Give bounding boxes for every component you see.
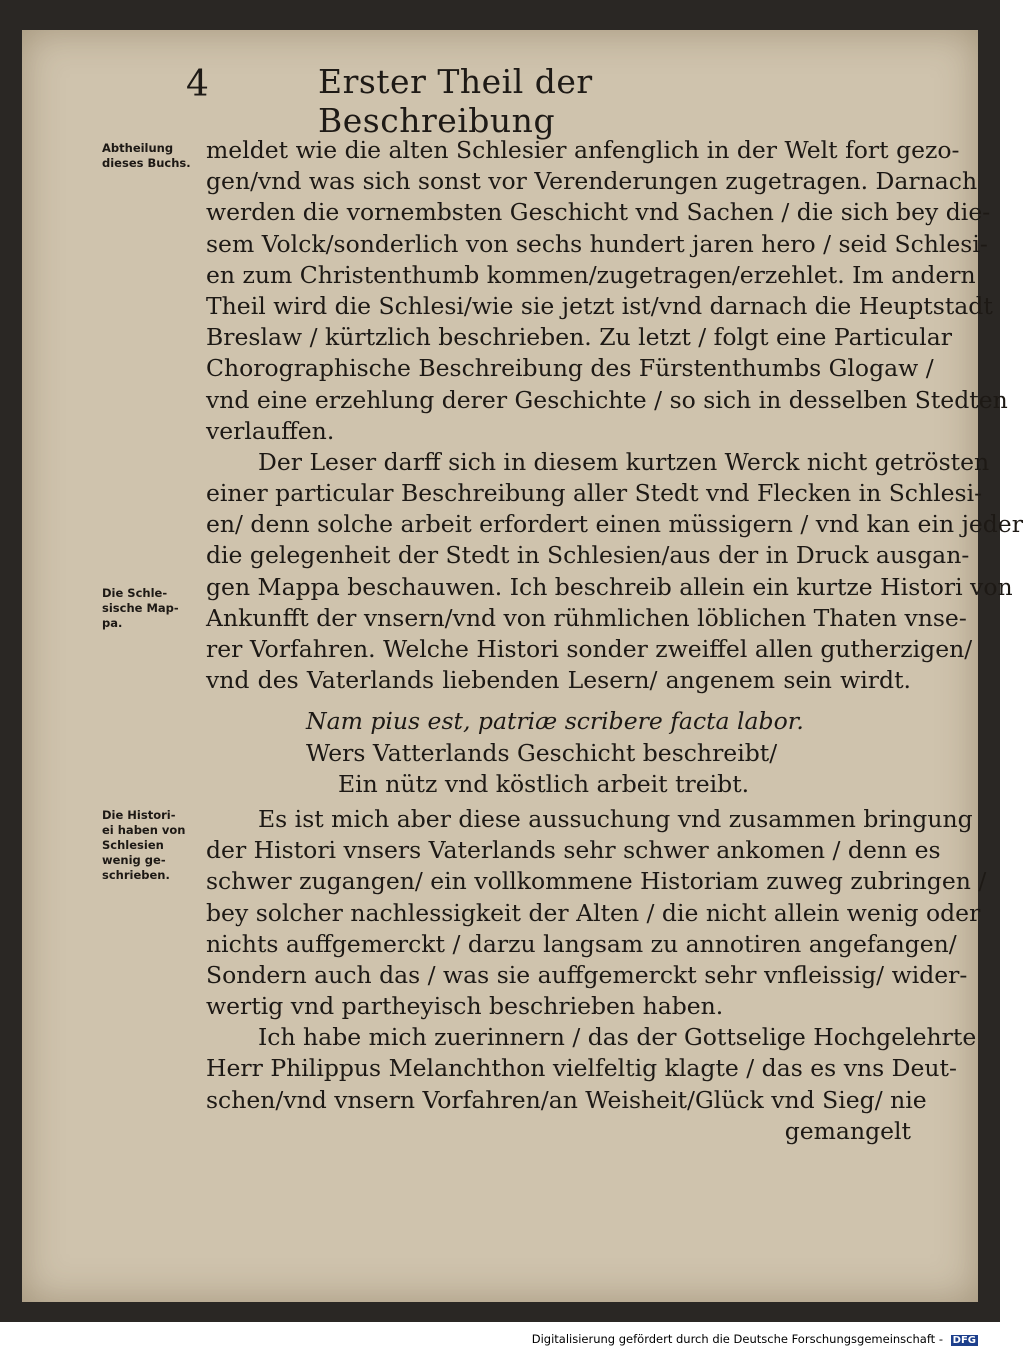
running-title: Erster Theil der Beschreibung <box>318 62 593 140</box>
digitization-footer <box>0 1332 978 1352</box>
text-line: gen/vnd was sich sonst vor Verenderungen zugetragen. Darnach <box>206 167 978 196</box>
text-line: bey solcher nachlessigkeit der Alten / die nicht allein wenig oder <box>206 898 981 927</box>
text-line: meldet wie die alten Schlesier anfenglich in der Welt fort gezo- <box>206 136 960 164</box>
dfg-logo: DFG <box>952 1335 976 1346</box>
text-line: schen/vnd vnsern Vorfahren/an Weisheit/Glück vnd Sieg/ nie <box>206 1085 927 1114</box>
text-line: Sondern auch das / was sie auffgemerckt sehr vnfleissig/ wider- <box>206 960 968 989</box>
text-line: vnd eine erzehlung derer Geschichte / so sich in desselben Stedten <box>206 385 1008 414</box>
page-header <box>186 58 826 140</box>
margin-note-histori: Die Histori- ei haben von Schlesien wenig ge- schrieben. <box>102 808 186 882</box>
funding-credit: Digitalisierung gefördert durch die Deutsche Forschungsgemeinschaft - <box>531 1332 943 1346</box>
catchword: gemangelt <box>784 1116 911 1145</box>
text-line: Der Leser darff sich in diesem kurtzen Werck nicht getrösten <box>258 447 990 476</box>
text-line: Breslaw / kürtzlich beschrieben. Zu letzt / folgt eine Particular <box>206 323 952 352</box>
verse-latin: Nam pius est, patriæ scribere facta labor. <box>306 707 804 736</box>
text-line: wertig vnd partheyisch beschrieben haben. <box>206 992 724 1021</box>
text-line: Chorographische Beschreibung des Fürstenthumbs Glogaw / <box>206 354 934 383</box>
page-number: 4 <box>186 64 209 105</box>
text-line: Es ist mich aber diese aussuchung vnd zusammen bringung <box>258 804 973 833</box>
text-line: nichts auffgemerckt / darzu langsam zu annotiren angefangen/ <box>206 929 957 958</box>
text-line: rer Vorfahren. Welche Histori sonder zweiffel allen gutherzigen/ <box>206 635 973 663</box>
text-line: die gelegenheit der Stedt in Schlesien/aus der in Druck ausgan- <box>206 541 970 570</box>
text-line: einer particular Beschreibung aller Stedt vnd Flecken in Schlesi- <box>206 479 983 508</box>
text-line: Ich habe mich zuerinnern / das der Gottselige Hochgelehrte <box>258 1023 977 1052</box>
text-line: en zum Christenthumb kommen/zugetragen/erzehlet. Im andern <box>206 260 976 289</box>
verse-line: Ein nütz vnd köstlich arbeit treibt. <box>338 769 750 798</box>
verse-line: Wers Vatterlands Geschicht beschreibt/ <box>306 738 778 767</box>
text-line: gen Mappa beschauwen. Ich beschreib allein ein kurtze Histori von <box>206 572 1013 601</box>
body-text <box>206 135 1023 1147</box>
text-line: Herr Philippus Melanchthon vielfeltig klagte / das es vns Deut- <box>206 1054 957 1083</box>
text-line: verlauffen. <box>206 416 335 445</box>
text-line: werden die vornembsten Geschicht vnd Sachen / die sich bey die- <box>206 198 991 227</box>
text-line: Ankunfft der vnsern/vnd von rühmlichen löblichen Thaten vnse- <box>206 603 967 632</box>
margin-note-abtheilung: Abtheilung dieses Buchs. <box>102 141 191 170</box>
text-line: Theil wird die Schlesi/wie sie jetzt ist/vnd darnach die Heuptstadt <box>206 291 993 320</box>
text-line: en/ denn solche arbeit erfordert einen müssigern / vnd kan ein jeder <box>206 510 1023 539</box>
text-line: der Histori vnsers Vaterlands sehr schwer ankomen / denn es <box>206 836 941 865</box>
margin-note-mappa: Die Schle- sische Map- pa. <box>102 586 179 630</box>
text-line: sem Volck/sonderlich von sechs hundert jaren hero / seid Schlesi- <box>206 229 988 258</box>
text-line: vnd des Vaterlands liebenden Lesern/ angenem sein wirdt. <box>206 666 911 695</box>
text-line: schwer zugangen/ ein vollkommene Historiam zuweg zubringen / <box>206 867 987 896</box>
